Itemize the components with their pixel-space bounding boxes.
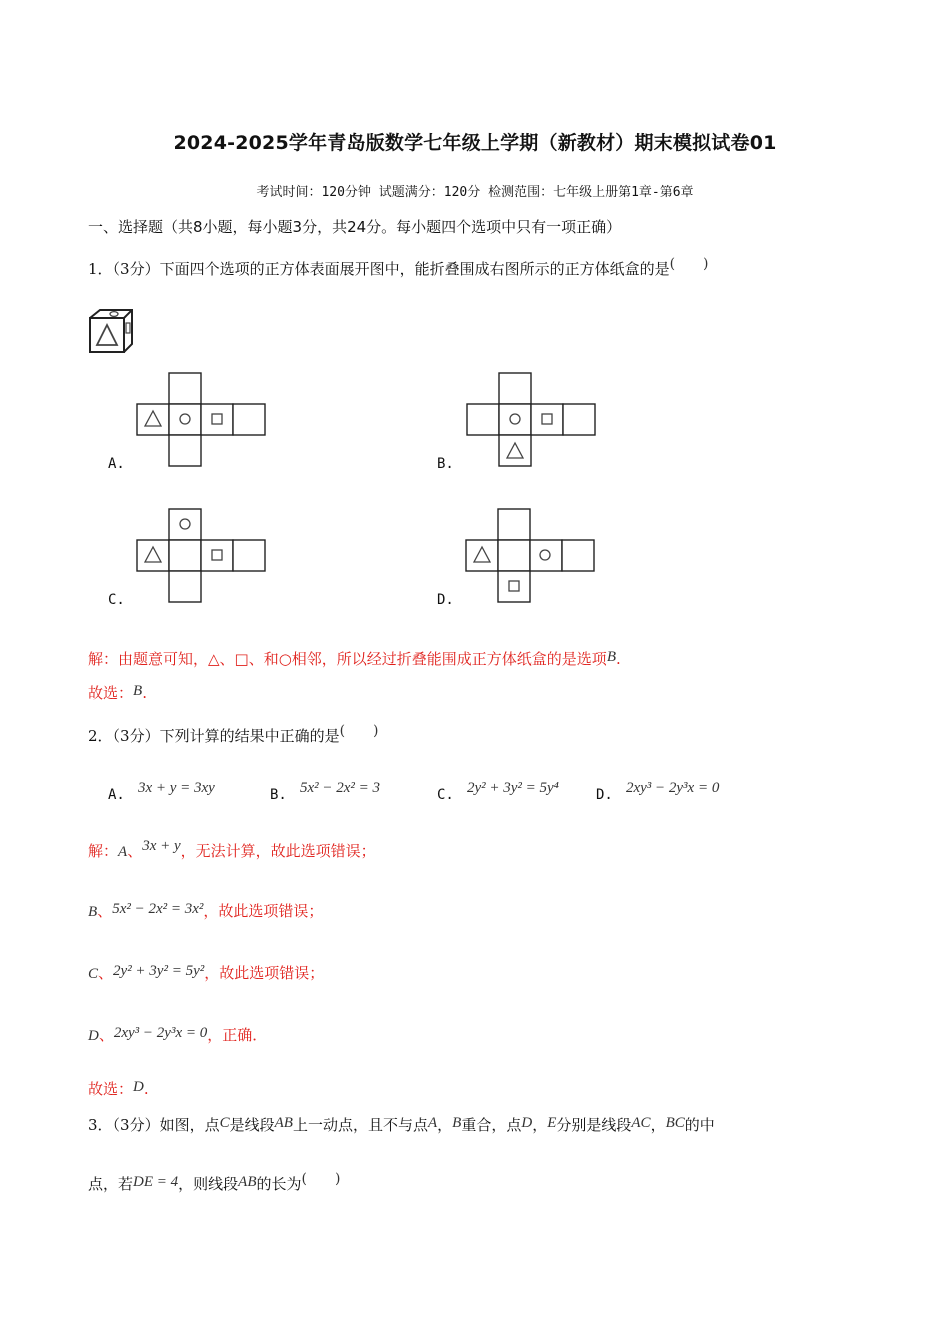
q2-option-b: B. 5x² − 2x² = 3 xyxy=(270,780,381,803)
option-a-label: A. xyxy=(108,456,125,472)
q2-solution-b: B、5x² − 2x² = 3x²，故此选项错误； xyxy=(88,901,324,920)
section-heading: 一、选择题（共8小题，每小题3分，共24分。每小题四个选项中只有一项正确） xyxy=(88,218,622,236)
answer-paren: ( ) xyxy=(339,723,379,739)
q2-solution-a: 解：A、3x + y，无法计算，故此选项错误； xyxy=(88,838,376,860)
option-b-net xyxy=(467,372,597,466)
q2-option-c: C. 2y² + 3y² = 5y⁴ xyxy=(437,780,559,803)
answer-paren: ( ) xyxy=(301,1171,341,1187)
exam-info: 考试时间：120分钟 试题满分：120分 检测范围：七年级上册第1章-第6章 xyxy=(256,185,694,200)
q1-stem: 1．（3分）下面四个选项的正方体表面展开图中，能折叠围成右图所示的正方体纸盒的是( ) xyxy=(88,256,709,278)
option-d-label: D. xyxy=(437,592,454,608)
option-c-label: C. xyxy=(108,592,125,608)
option-b-label: B. xyxy=(437,456,454,472)
q3-stem-line2: 点，若DE = 4，则线段AB的长为( ) xyxy=(88,1171,341,1193)
option-c-net xyxy=(137,508,267,602)
q1-answer: 故选：B. xyxy=(88,683,147,702)
q2-option-d: D. 2xy³ − 2y³x = 0 xyxy=(596,780,720,803)
answer-paren: ( ) xyxy=(669,256,709,272)
q2-solution-d: D、2xy³ − 2y³x = 0，正确． xyxy=(88,1025,268,1044)
q2-option-a: A. 3x + y = 3xy xyxy=(108,780,215,803)
option-d-net xyxy=(466,508,596,602)
q2-answer: 故选：D. xyxy=(88,1079,149,1098)
q2-stem: 2．（3分）下列计算的结果中正确的是( ) xyxy=(88,723,379,745)
q1-solution: 解：由题意可知，△、□、和○相邻，所以经过折叠能围成正方体纸盒的是选项B. xyxy=(88,649,621,668)
cube-reference-figure xyxy=(88,308,136,354)
q2-solution-c: C、2y² + 3y² = 5y²，故此选项错误； xyxy=(88,963,325,982)
q3-stem-line1: 3．（3分）如图，点C是线段AB上一动点，且不与点A，B重合，点D，E分别是线段AC，BC的中 xyxy=(88,1115,715,1134)
page-title: 2024-2025学年青岛版数学七年级上学期（新教材）期末模拟试卷01 xyxy=(173,132,777,154)
option-a-net xyxy=(137,372,267,466)
